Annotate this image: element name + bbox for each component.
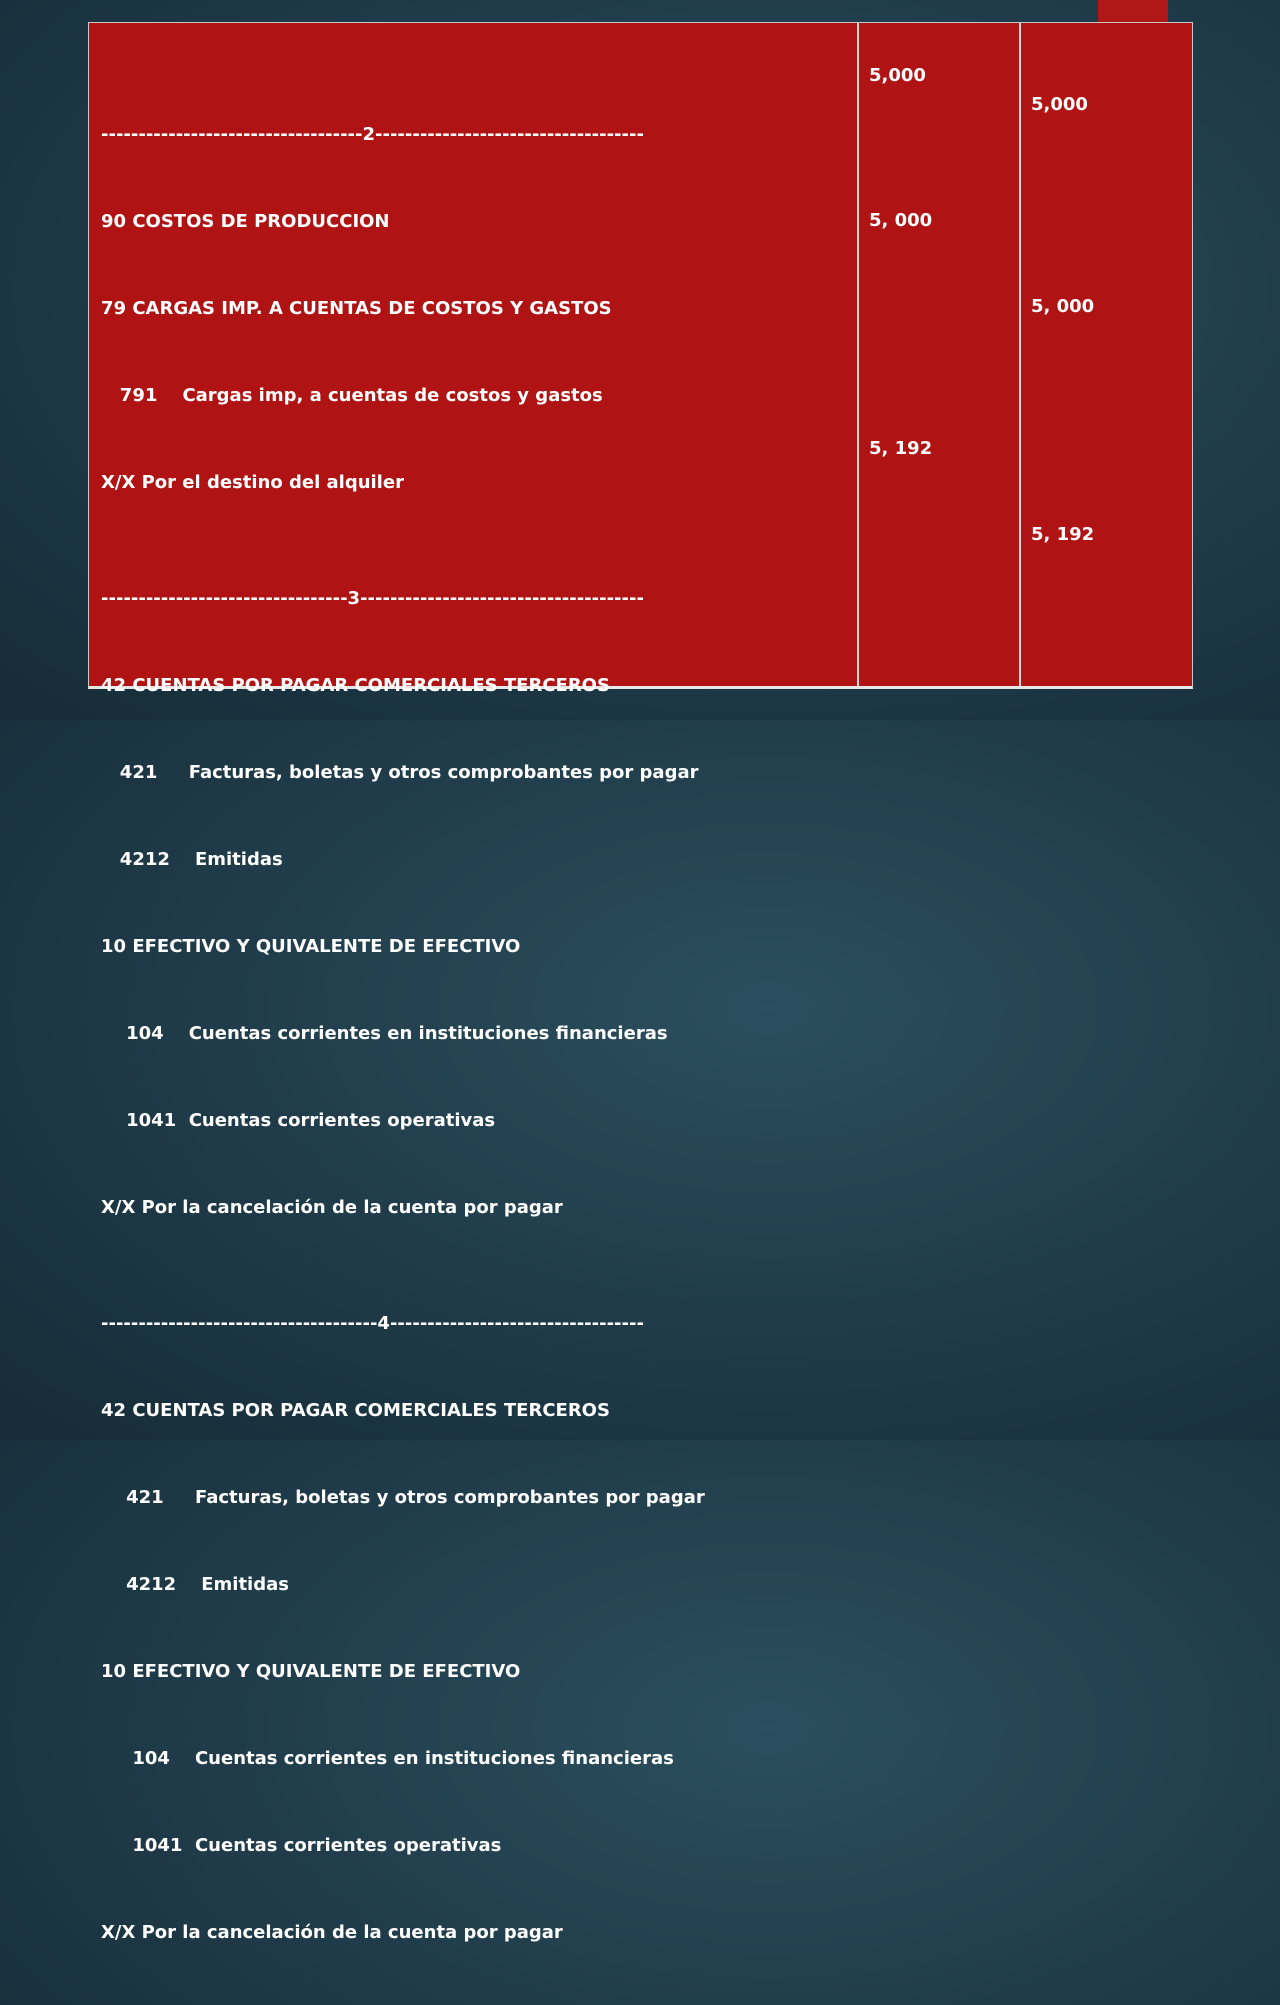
subaccount-line: 104 Cuentas corrientes en instituciones financieras <box>101 1023 668 1044</box>
subaccount-line: 791 Cargas imp, a cuentas de costos y gastos <box>101 385 603 406</box>
separator-entry-3: ---------------------------------3-------------------------------------- <box>101 588 644 609</box>
credit-amount-entry-2: 5,000 <box>1031 94 1088 115</box>
entry-gloss: X/X Por la cancelación de la cuenta por pagar <box>101 1922 563 1943</box>
separator-entry-4: -------------------------------------4---------------------------------- <box>101 1313 644 1334</box>
subaccount-line: 421 Facturas, boletas y otros comprobantes por pagar <box>101 762 699 783</box>
subaccount-line: 421 Facturas, boletas y otros comprobantes por pagar <box>101 1487 705 1508</box>
entry-gloss: X/X Por el destino del alquiler <box>101 472 404 493</box>
subaccount-line: 1041 Cuentas corrientes operativas <box>101 1835 502 1856</box>
subaccount-line: 4212 Emitidas <box>101 849 283 870</box>
debit-amount-entry-3: 5, 000 <box>869 210 933 231</box>
credit-amount-entry-4: 5, 192 <box>1031 524 1095 545</box>
credit-amount-entry-3: 5, 000 <box>1031 296 1095 317</box>
description-column <box>101 33 851 2005</box>
account-line: 42 CUENTAS POR PAGAR COMERCIALES TERCEROS <box>101 1400 610 1421</box>
entry-gloss: X/X Por la cancelación de la cuenta por pagar <box>101 1197 563 1218</box>
debit-amount-entry-4: 5, 192 <box>869 438 933 459</box>
account-line: 79 CARGAS IMP. A CUENTAS DE COSTOS Y GASTOS <box>101 298 612 319</box>
journal-entry-table <box>88 22 1193 1943</box>
account-line: 10 EFECTIVO Y QUIVALENTE DE EFECTIVO <box>101 1661 521 1682</box>
account-line: 90 COSTOS DE PRODUCCION <box>101 211 390 232</box>
separator-entry-2: -----------------------------------2------------------------------------ <box>101 124 644 145</box>
subaccount-line: 4212 Emitidas <box>101 1574 289 1595</box>
account-line: 42 CUENTAS POR PAGAR COMERCIALES TERCEROS <box>101 675 610 696</box>
subaccount-line: 104 Cuentas corrientes en instituciones financieras <box>101 1748 674 1769</box>
debit-column-divider <box>857 23 859 686</box>
subaccount-line: 1041 Cuentas corrientes operativas <box>101 1110 496 1131</box>
accent-tab <box>1098 0 1168 22</box>
account-line: 10 EFECTIVO Y QUIVALENTE DE EFECTIVO <box>101 936 521 957</box>
credit-column-divider <box>1019 23 1021 686</box>
debit-amount-entry-2: 5,000 <box>869 65 926 86</box>
